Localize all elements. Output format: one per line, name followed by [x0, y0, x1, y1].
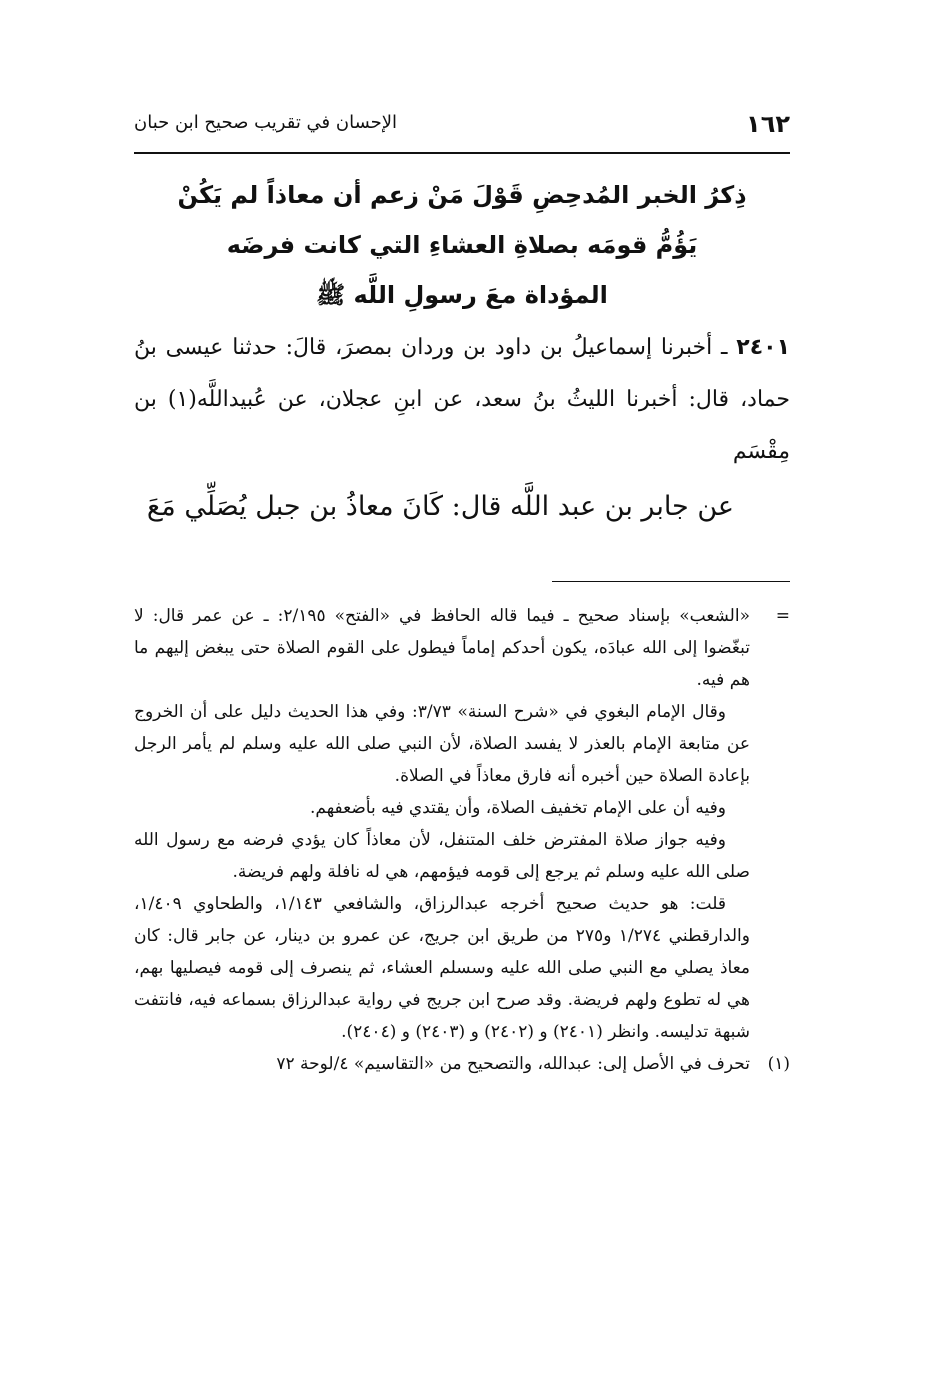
hadith-isnad-text: ـ أخبرنا إسماعيلُ بن داود بن وردان بمصرَ، قالَ: حدثنا عيسى بنُ حماد، قال: أخبرنا الليثُ بنُ سعد، عن ابنِ عجلان، عن عُبيداللَّه(١) بن مِقْسَم: [134, 335, 790, 464]
continuation-marker: =: [775, 606, 790, 626]
chapter-heading-line-2: يَؤُمُّ قومَه بصلاةِ العشاءِ التي كانت فرضَه: [226, 231, 698, 259]
chapter-heading-line-1: ذِكرُ الخبر المُدحِضِ قَوْلَ مَنْ زعم أن معاذاً لم يَكُنْ: [177, 181, 747, 209]
chapter-heading-line-3: المؤداة معَ رسولِ اللَّه ﷺ: [316, 281, 608, 309]
running-title: الإحسان في تقريب صحيح ابن حبان: [134, 112, 398, 133]
footnote-1-text: تحرف في الأصل إلى: عبدالله، والتصحيح من «التقاسيم» ٤/لوحة ٧٢: [276, 1054, 750, 1074]
header-rule: [134, 152, 790, 154]
footnote-paragraph-1: «الشعب» بإسناد صحيح ـ فيما قاله الحافظ في «الفتح» ٢/١٩٥: ـ عن عمر قال: لا تبغّضوا إلى الله عبادَه، يكون أحدكم إماماً فيطول على القوم الصلاة حتى يبغض إليهم ما هم فيه.: [134, 606, 750, 690]
page-number: ١٦٢: [746, 110, 790, 138]
hadith-matn: عن جابر بن عبد اللَّه قال: كَانَ معاذُ بن جبل يُصَلِّي مَعَ: [146, 491, 734, 522]
footnotes: [134, 600, 790, 1080]
footnote-continuation: [134, 600, 790, 696]
footnote-1-number: (١): [767, 1054, 790, 1074]
page-header: [134, 108, 790, 148]
footnote-1: [134, 1048, 790, 1080]
footnote-paragraph-5: قلت: هو حديث صحيح أخرجه عبدالرزاق، والشافعي ١/١٤٣، والطحاوي ١/٤٠٩، والدارقطني ١/٢٧٤ و٢٧٥ من طريق ابن جريج، عن عمرو بن دينار، عن جابر قال: كان معاذ يصلي مع النبي صلى الله عليه وسسلم العشاء، ثم ينصرف إلى قومه فيصليها بهم، هي له تطوع ولهم فريضة. وقد صرح ابن جريج في رواية عبدالرزاق بسماعه فيه، فانتفت شبهة تدليسه. وانظر (٢٤٠١) و (٢٤٠٢) و (٢٤٠٣) و (٢٤٠٤).: [134, 894, 750, 1042]
hadith-number: ٢٤٠١: [736, 335, 790, 360]
chapter-heading: [134, 170, 790, 320]
footnote-paragraph-4: وفيه جواز صلاة المفترض خلف المتنفل، لأن معاذاً كان يؤدي فرضه مع رسول الله صلى الله عليه وسلم ثم يرجع إلى قومه فيؤمهم، هي له نافلة ولهم فريضة.: [134, 830, 750, 882]
footnote-paragraph-2: وقال الإمام البغوي في «شرح السنة» ٣/٧٣: وفي هذا الحديث دليل على أن الخروج عن متابعة الإمام بالعذر لا يفسد الصلاة، لأن النبي صلى الله عليه وسلم لم يأمر الرجل بإعادة الصلاة حين أخبره أنه فارق معاذاً في الصلاة.: [134, 702, 750, 786]
footnote-separator: [552, 581, 790, 582]
hadith-isnad: [134, 322, 790, 478]
footnote-paragraph-3: وفيه أن على الإمام تخفيف الصلاة، وأن يقتدي فيه بأضعفهم.: [310, 798, 726, 818]
